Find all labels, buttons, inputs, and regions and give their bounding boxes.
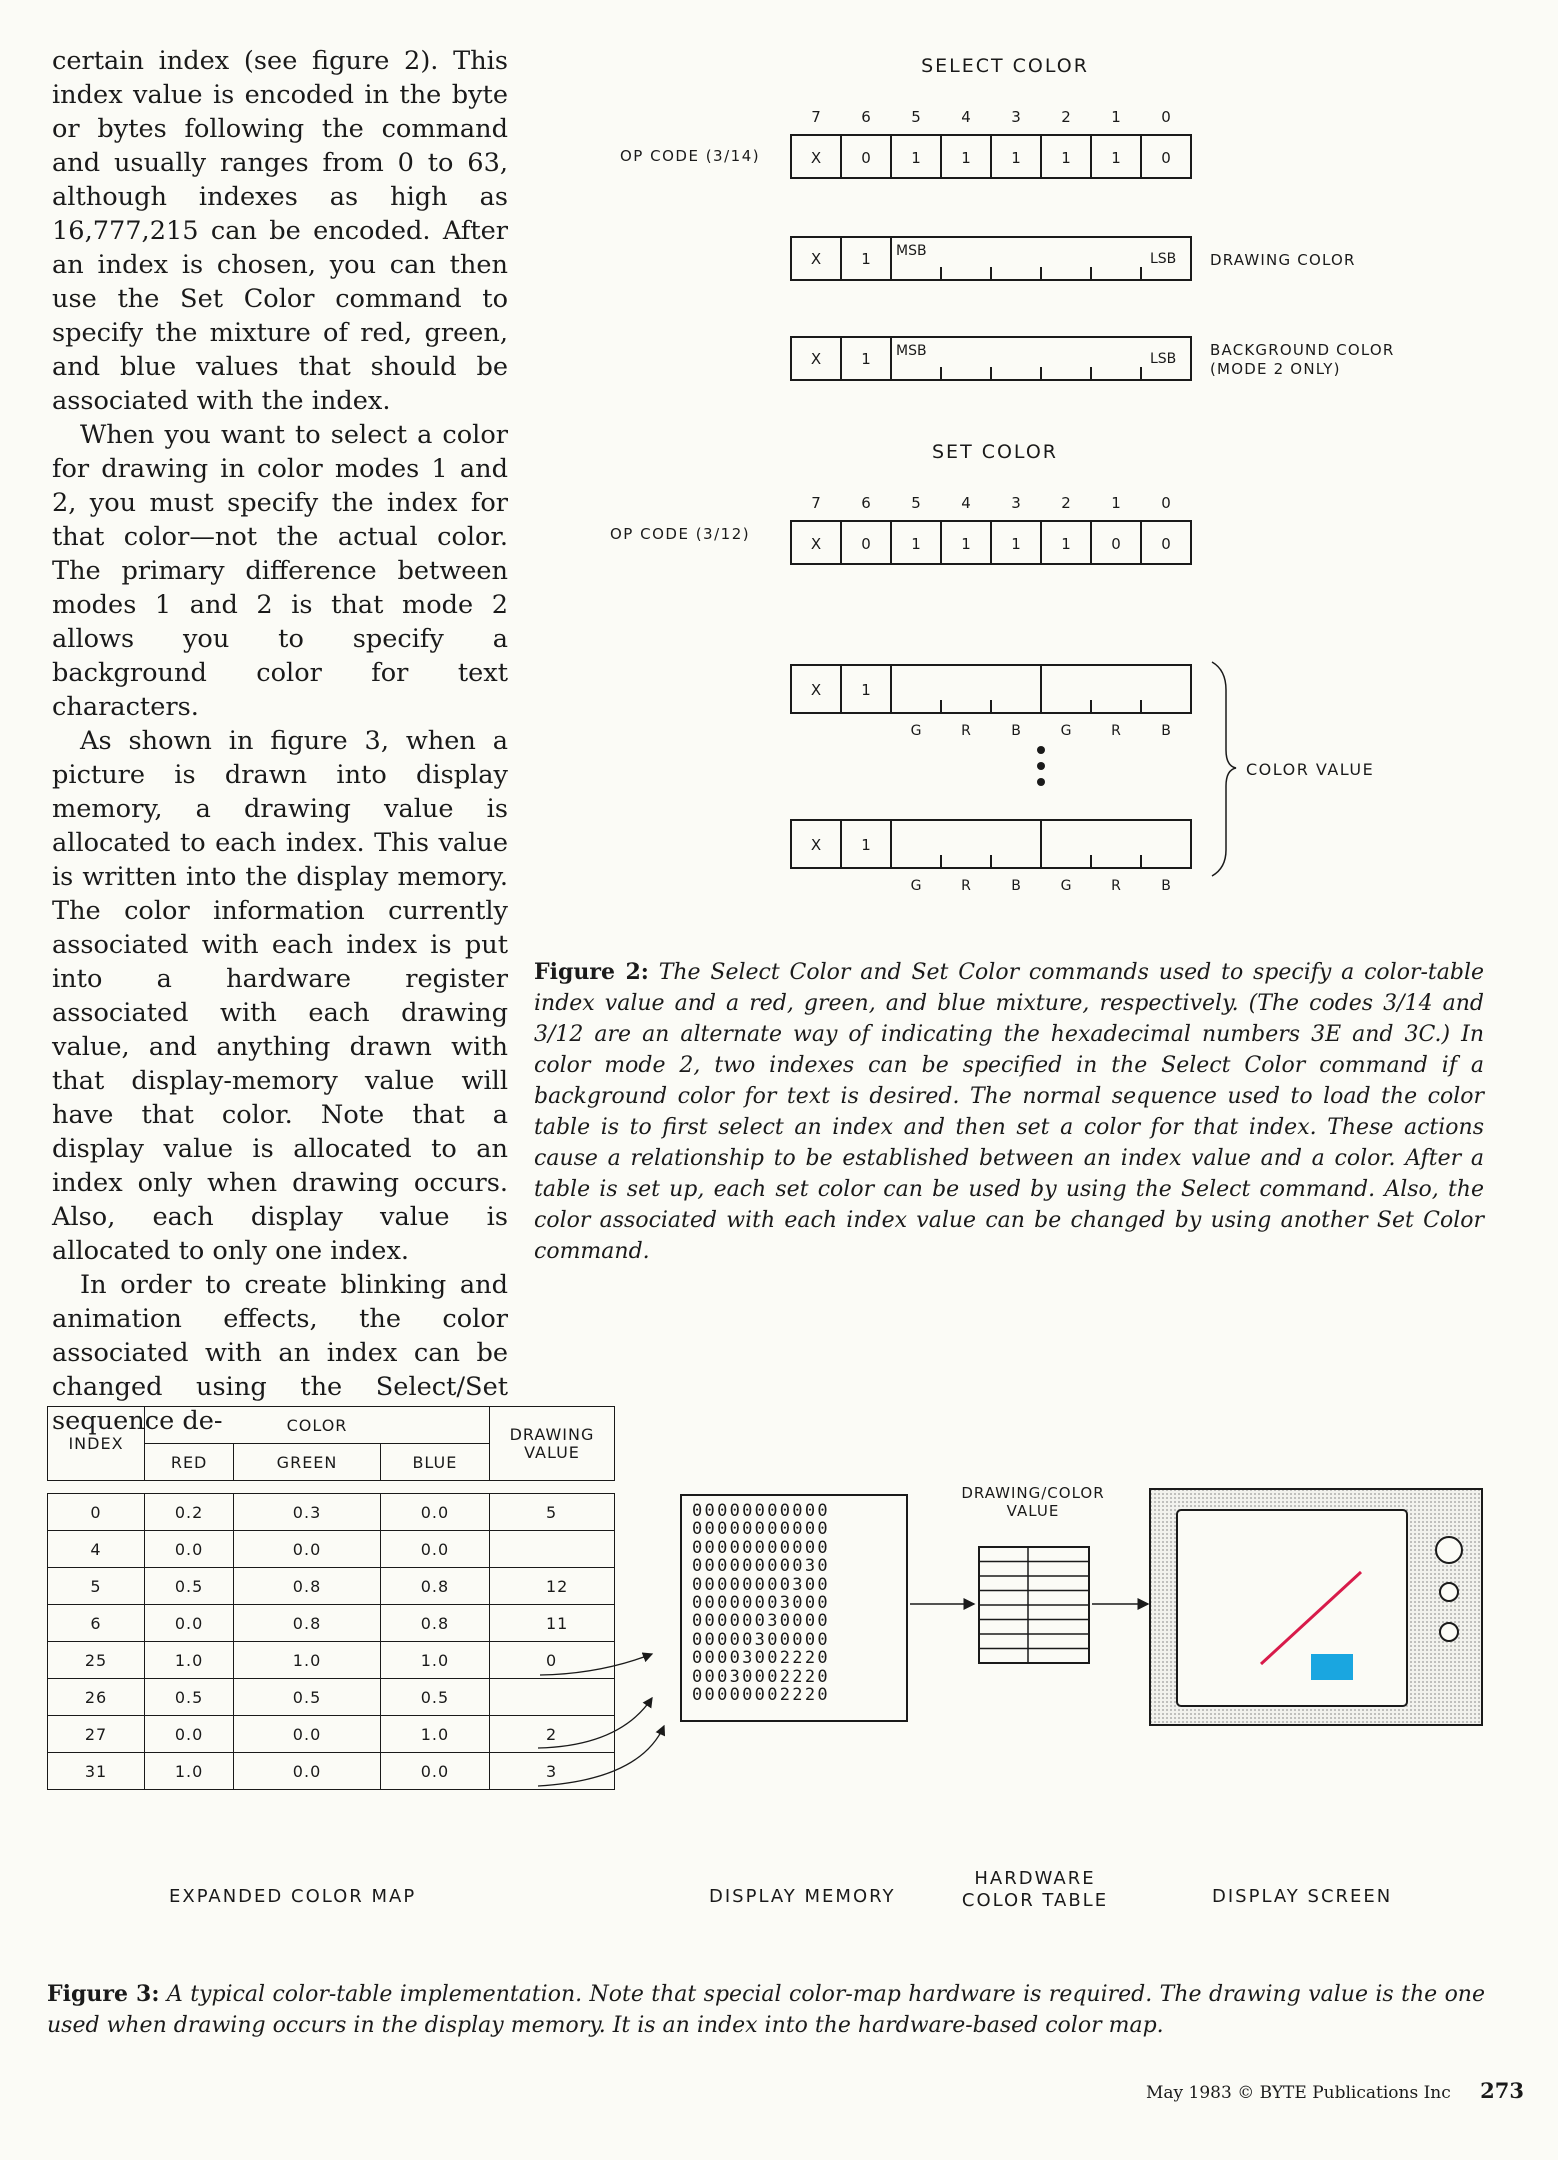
label-expanded-color-map: EXPANDED COLOR MAP [169,1886,417,1907]
label-hardware-color-table: HARDWARE COLOR TABLE [961,1868,1109,1911]
cell-blue: 0.5 [380,1679,489,1716]
grb-label: R [961,723,971,739]
bit-number: 0 [1161,494,1171,512]
cell-dv: 0 [490,1642,615,1679]
cell-red: 0.5 [145,1568,234,1605]
svg-text:MSB: MSB [896,343,927,359]
bit-value: 1 [961,149,971,167]
cell-dv: 2 [490,1716,615,1753]
cell-green: 0.8 [234,1568,381,1605]
grb-label: R [961,878,971,894]
cell-blue: 0.0 [380,1753,489,1790]
cell-index: 6 [48,1605,145,1642]
bit-value: 0 [1161,535,1171,553]
bit-number: 2 [1061,108,1071,126]
bit-number: 3 [1011,494,1021,512]
grb-label: G [1060,723,1072,739]
cell-blue: 1.0 [380,1642,489,1679]
label-display-memory: DISPLAY MEMORY [709,1886,896,1907]
bit-value: 0 [1161,149,1171,167]
svg-text:1: 1 [861,350,871,368]
svg-text:1: 1 [861,250,871,268]
cell-red: 1.0 [145,1642,234,1679]
paragraph-3: As shown in figure 3, when a picture is drawn into display memory, a drawing value is allocated to each index. This value is written into the display memory. The color information currently associated with each index is put into a hardware register associated with each drawing value, and anything drawn with that display-memory value will have that color. Note that a display value is allocated to an index only when drawing occurs. Also, each display value is allocated to only one index. [52,726,508,1266]
cell-red: 0.0 [145,1605,234,1642]
header-color: COLOR [145,1407,490,1444]
screen-knob [1440,1623,1458,1641]
grb-label: G [1060,878,1072,894]
bit-value: 1 [911,149,921,167]
cell-index: 4 [48,1531,145,1568]
label-display-screen: DISPLAY SCREEN [1212,1886,1393,1907]
bit-value: 0 [861,149,871,167]
bit-number: 6 [861,108,871,126]
svg-text:X: X [810,250,822,268]
bit-number: 4 [961,108,971,126]
grb-label: B [1011,723,1021,739]
header-drawing-value: DRAWING VALUE [490,1407,615,1481]
cell-blue: 0.0 [380,1531,489,1568]
cell-green: 0.5 [234,1679,381,1716]
drawing-color-label: DRAWING COLOR [1210,251,1356,269]
grb-label: R [1111,878,1121,894]
hardware-color-table [978,1546,1090,1664]
bit-value: 1 [1011,149,1021,167]
cell-green: 0.0 [234,1531,381,1568]
msb-label: MSB [896,243,927,259]
bit-number: 4 [961,494,971,512]
display-memory-grid: 00000000000 00000000000 00000000000 00000000030 00000000300 00000003000 00000030000 00000300000 00003002220 00030002220 00000002220 [680,1494,908,1722]
bit-value: X [810,535,822,553]
screen-drawn-rect [1311,1654,1353,1680]
cell-green: 0.0 [234,1716,381,1753]
bit-value: 1 [1011,535,1021,553]
header-blue: BLUE [380,1444,489,1481]
grb-label: R [1111,723,1121,739]
cell-dv: 3 [490,1753,615,1790]
cell-green: 0.3 [234,1494,381,1531]
header-red: RED [145,1444,234,1481]
cell-dv: 12 [490,1568,615,1605]
bit-value: 1 [1061,535,1071,553]
paragraph-4: In order to create blinking and animation effects, the color associated with an index can be changed using the Select/Set sequence de- [52,1270,508,1436]
bit-value: 0 [861,535,871,553]
background-color-label-1: BACKGROUND COLOR [1210,341,1395,359]
select-opcode-label: OP CODE (3/14) [620,147,761,165]
bit-number: 1 [1111,108,1121,126]
cell-red: 0.2 [145,1494,234,1531]
grb-label: B [1161,878,1171,894]
figure-2-caption: Figure 2: The Select Color and Set Color commands used to specify a color-table index value and a red, green, and blue mixture, respectively. (The codes 3/14 and 3/12 are an alternate way of indicating the hexadecimal numbers 3E and 3C.) In color mode 2, two indexes can be specified in the Select Color command if a background color for text is desired. The normal sequence used to load the color table is to first select an index and then set a color for that index. These actions cause a relationship to be established between an index value and a color. After a table is set up, each set color can be used by using the Select command. Also, the color associated with each index value can be changed by using another Set Color command. [534,959,1485,1264]
footer-credit: May 1983 © BYTE Publications Inc [1146,2083,1451,2103]
bit-number: 3 [1011,108,1021,126]
pointer-arrow-3 [538,1726,664,1786]
bit-value: X [810,149,822,167]
page-footer [1146,2078,1524,2103]
svg-text:1: 1 [861,681,871,699]
cell-dv: 5 [490,1494,615,1531]
screen-knob [1436,1537,1462,1563]
background-color-label-2: (MODE 2 ONLY) [1210,360,1341,378]
bit-number: 2 [1061,494,1071,512]
figure-3-caption: Figure 3: A typical color-table implementation. Note that special color-map hardware is required. The drawing value is the one used when drawing occurs in the display memory. It is an index into the hardware-based color map. [47,1981,1485,2038]
bit-value: 0 [1111,535,1121,553]
grb-label: B [1011,878,1021,894]
svg-text:LSB: LSB [1150,351,1177,367]
grb-label: B [1161,723,1171,739]
svg-text:X: X [810,681,822,699]
cell-index: 26 [48,1679,145,1716]
screen-knob [1440,1583,1458,1601]
bit-number: 0 [1161,108,1171,126]
cell-index: 5 [48,1568,145,1605]
bit-number: 7 [811,108,821,126]
cell-green: 0.0 [234,1753,381,1790]
select-color-title: SELECT COLOR [921,55,1089,77]
bit-number: 6 [861,494,871,512]
cell-red: 0.5 [145,1679,234,1716]
bit-number: 7 [811,494,821,512]
cell-green: 0.8 [234,1605,381,1642]
lsb-label: LSB [1150,251,1177,267]
cell-index: 27 [48,1716,145,1753]
cell-index: 0 [48,1494,145,1531]
bit-number: 1 [1111,494,1121,512]
bit-number: 5 [911,494,921,512]
display-screen [1149,1488,1483,1726]
pointer-arrow-0 [540,1654,652,1675]
cell-index: 25 [48,1642,145,1679]
svg-text:X: X [810,350,822,368]
cell-blue: 0.0 [380,1494,489,1531]
header-index: INDEX [48,1407,145,1481]
paragraph-1: certain index (see figure 2). This index value is encoded in the byte or bytes following the command and usually ranges from 0 to 63, although indexes as high as 16,777,215 can be encoded. After an index is chosen, you can then use the Set Color command to specify the mixture of red, green, and blue values that should be associated with the index. [52,46,508,416]
pointer-arrow-2 [538,1698,652,1748]
cell-dv: 11 [490,1605,615,1642]
bit-value: 1 [911,535,921,553]
grb-label: G [910,878,922,894]
cell-blue: 1.0 [380,1716,489,1753]
header-green: GREEN [234,1444,381,1481]
svg-text:1: 1 [861,836,871,854]
grb-label: G [910,723,922,739]
paragraph-2: When you want to select a color for drawing in color modes 1 and 2, you must specify the index for that color—not the actual color. The primary difference between modes 1 and 2 is that mode 2 allows you to specify a background color for text characters. [52,420,508,722]
cell-blue: 0.8 [380,1568,489,1605]
set-color-title: SET COLOR [932,441,1058,463]
bit-number: 5 [911,108,921,126]
svg-text:X: X [810,836,822,854]
bit-value: 1 [1111,149,1121,167]
cell-red: 1.0 [145,1753,234,1790]
bit-value: 1 [1061,149,1071,167]
set-opcode-label: OP CODE (3/12) [610,525,751,543]
cell-red: 0.0 [145,1716,234,1753]
cell-red: 0.0 [145,1531,234,1568]
color-value-label: COLOR VALUE [1246,760,1375,779]
hw-table-label: DRAWING/COLOR VALUE [961,1484,1105,1520]
bit-value: 1 [961,535,971,553]
page-number: 273 [1480,2078,1525,2103]
cell-index: 31 [48,1753,145,1790]
cell-blue: 0.8 [380,1605,489,1642]
cell-green: 1.0 [234,1642,381,1679]
